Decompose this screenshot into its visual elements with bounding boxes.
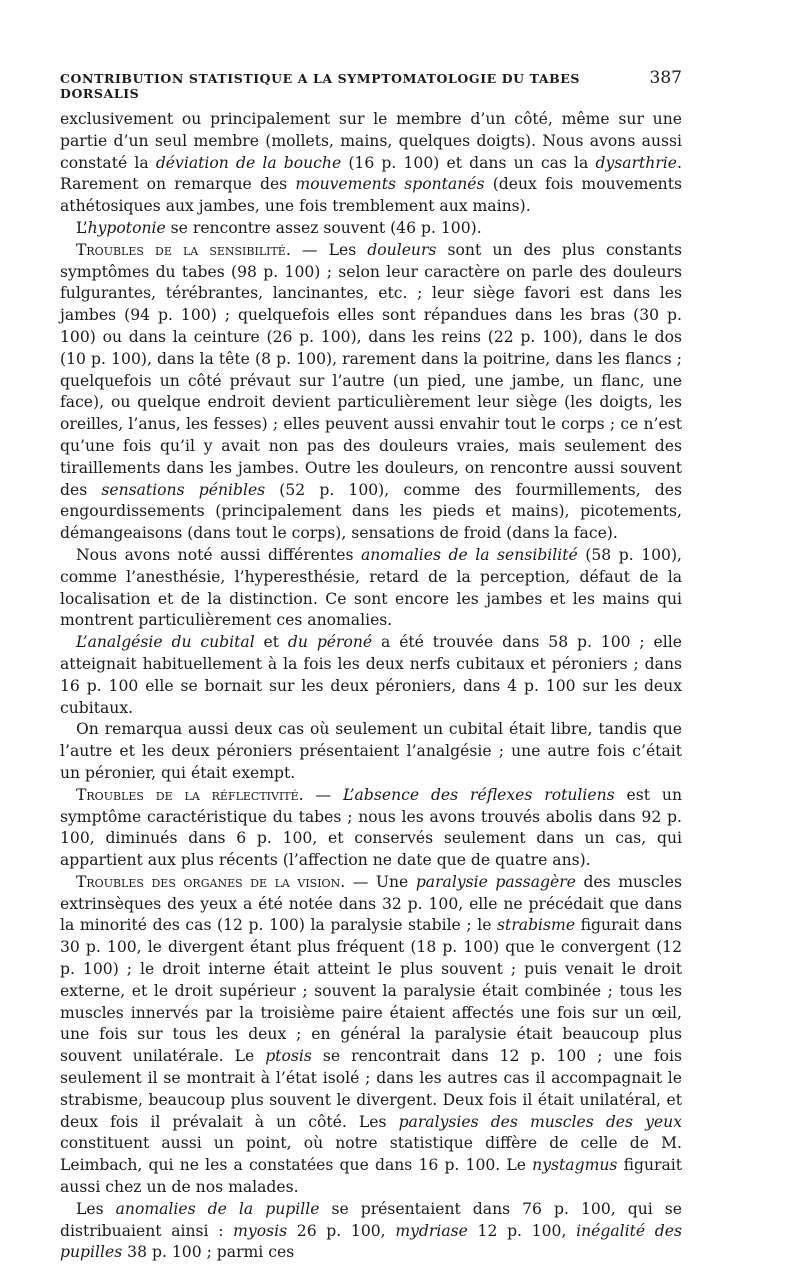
- paragraph: [60, 545, 682, 632]
- text-run: L’: [76, 218, 88, 237]
- text-run: et: [254, 633, 288, 652]
- italic-term: hypotonie: [87, 218, 166, 237]
- paragraph: [60, 872, 682, 1199]
- text-run: constituent aussi un point, où notre statistique diffère de celle de M. Leimbach, qui ne les a constatées que dans 16 p. 100. Le: [60, 1134, 682, 1175]
- text-run: 26 p. 100,: [287, 1221, 396, 1240]
- text-run: (52 p. 100), comme des fourmillements, des engourdissements (principalement dans les pieds et mains), picotements, démangeaisons (dans tout le corps), sensations de froid (dans la face).: [60, 480, 682, 543]
- text-run: Nous avons noté aussi différentes: [76, 545, 361, 564]
- italic-term: strabisme: [497, 916, 576, 935]
- italic-term: nystagmus: [532, 1156, 618, 1175]
- text-run: figurait aussi chez un de nos malades.: [60, 1156, 682, 1197]
- text-run: exclusivement ou principalement sur le membre d’un côté, même sur une partie d’un seul membre (mollets, mains, quelques doigts). Nous avons aussi constaté la: [60, 110, 682, 172]
- italic-term: mouvements spontanés: [295, 175, 485, 194]
- italic-term: paralysie passagère: [415, 872, 576, 891]
- paragraph: [60, 240, 682, 545]
- italic-term: myosis: [233, 1221, 288, 1240]
- text-run: figurait dans 30 p. 100, le divergent étant plus fréquent (18 p. 100) que le convergent (12 p. 100) ; le droit interne était atteint le plus souvent ; puis venait le droit externe, et le droit supérieur ; souvent la paralysie était combinée ; tous les muscles innervés par la troisième paire étaient affectés une fois sur un œil, une fois sur tous les deux ; en général la paralysie était beaucoup plus souvent unilatérale. Le: [60, 916, 683, 1066]
- italic-term: inégalité des pupilles: [60, 1221, 682, 1262]
- text-run: est un symptôme caractéristique du tabes ; nous les avons trouvés abolis dans 92 p. 100, diminués dans 6 p. 100, et conservés seulement dans un cas, qui appartient aux plus récents (l’affection ne date que de quatre ans).: [60, 785, 682, 870]
- italic-term: ptosis: [265, 1047, 312, 1066]
- text-run: Les: [76, 1199, 116, 1218]
- text-run: se rencontre assez souvent (46 p. 100).: [165, 218, 482, 237]
- italic-term: L’absence des réflexes rotuliens: [342, 785, 615, 804]
- text-run: (deux fois mouvements athétosiques aux jambes, une fois tremblement aux mains).: [60, 175, 682, 216]
- italic-term: douleurs: [367, 240, 437, 259]
- italic-term: mydriase: [395, 1221, 468, 1240]
- paragraph: [60, 1199, 682, 1264]
- italic-term: L’analgésie du cubital: [76, 633, 255, 652]
- section-heading: Troubles de la réflectivité.: [76, 785, 304, 804]
- paragraph: [60, 632, 682, 719]
- page-number: 387: [649, 68, 682, 88]
- text-run: —: [303, 785, 343, 804]
- italic-term: anomalies de la sensibilité: [360, 545, 578, 564]
- text-run: a été trouvée dans 58 p. 100 ; elle atteignait habituellement à la fois les deux nerfs cubitaux et péroniers ; dans 16 p. 100 elle se bornait sur les deux péroniers, dans 4 p. 100 sur les deux cubitaux.: [60, 633, 682, 717]
- text-run: — Les: [290, 240, 368, 259]
- text-run: . Rarement on remarque des: [60, 153, 682, 194]
- text-run: (16 p. 100) et dans un cas la: [341, 153, 596, 172]
- italic-term: déviation de la bouche: [155, 153, 342, 172]
- text-run: des muscles extrinsèques des yeux a été notée dans 32 p. 100, elle ne précédait que dans la minorité des cas (12 p. 100) la paralysie stabile ; le: [60, 872, 682, 935]
- section-heading: Troubles des organes de la vision.: [76, 872, 346, 891]
- paragraph: [60, 785, 682, 872]
- text-run: 12 p. 100,: [467, 1221, 577, 1240]
- paragraph: [60, 109, 682, 218]
- text-run: (58 p. 100), comme l’anesthésie, l’hyperesthésie, retard de la perception, défaut de la localisation et de la distinction. Ce sont encore les jambes et les mains qui montrent particulièrement ces anomalies.: [60, 545, 682, 630]
- running-title: CONTRIBUTION STATISTIQUE A LA SYMPTOMATOLOGIE DU TABES DORSALIS: [60, 71, 581, 101]
- italic-term: paralysies des muscles des yeux: [398, 1112, 682, 1131]
- italic-term: dysarthrie: [595, 153, 678, 172]
- section-heading: Troubles de la sensibilité.: [76, 240, 291, 259]
- italic-term: du péroné: [287, 633, 373, 652]
- body-text: [60, 109, 682, 1264]
- text-run: On remarqua aussi deux cas où seulement un cubital était libre, tandis que l’autre et les deux péroniers présentaient l’analgésie ; une autre fois c’était un péronier, qui était exempt.: [60, 720, 682, 782]
- running-header: [60, 68, 682, 101]
- text-run: — Une: [345, 872, 416, 891]
- paragraph: [60, 719, 682, 784]
- text-run: sont un des plus constants symptômes du tabes (98 p. 100) ; selon leur caractère on parle des douleurs fulgurantes, térébrantes, lancinantes, etc. ; leur siège favori est dans les jambes (94 p. 100) ; quelquefois elles sont répandues dans les bras (30 p. 100) ou dans la ceinture (26 p. 100), dans les reins (22 p. 100), dans le dos (10 p. 100), dans la tête (8 p. 100), rarement dans la poitrine, dans les flancs ; quelquefois un côté prévaut sur l’autre (un pied, une jambe, un flanc, une face), ou quelque endroit devient particulièrement leur siège (les doigts, les oreilles, l’anus, les fesses) ; elles peuvent aussi envahir tout le corps ; ce n’est qu’une fois qu’il y avait non pas des douleurs vraies, mais seulement des tiraillements dans les jambes. Outre les douleurs, on rencontre aussi souvent des: [60, 240, 682, 499]
- paragraph: [60, 218, 682, 240]
- text-run: se rencontrait dans 12 p. 100 ; une fois seulement il se montrait à l’état isolé ; dans les autres cas il accompagnait le strabisme, beaucoup plus souvent le divergent. Deux fois il était unilatéral, et deux fois il prévalait à un côté. Les: [60, 1047, 682, 1131]
- text-run: se présentaient dans 76 p. 100, qui se distribuaient ainsi :: [60, 1199, 683, 1240]
- text-run: 38 p. 100 ; parmi ces: [122, 1243, 295, 1262]
- italic-term: sensations pénibles: [101, 480, 266, 499]
- italic-term: anomalies de la pupille: [115, 1199, 320, 1218]
